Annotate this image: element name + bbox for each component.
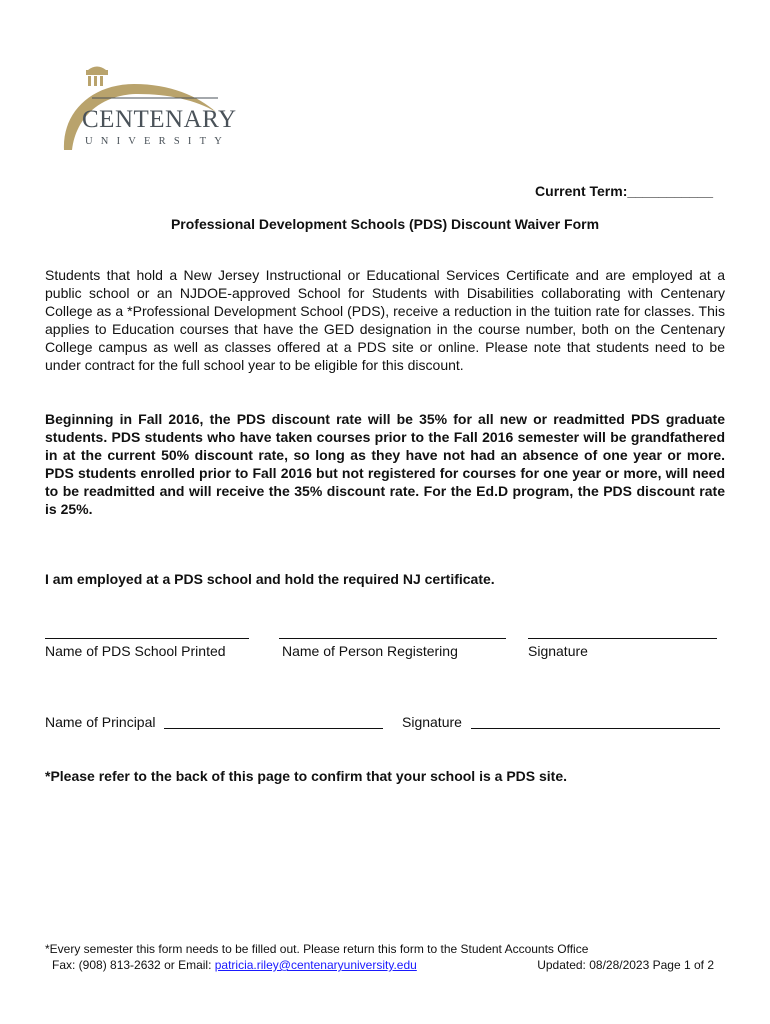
person-name-line[interactable] [279,638,506,639]
school-name-label: Name of PDS School Printed [45,643,226,659]
principal-name-line[interactable] [164,728,383,729]
email-link[interactable]: patricia.riley@centenaryuniversity.edu [214,958,417,972]
person-name-label: Name of Person Registering [282,643,458,659]
school-name-line[interactable] [45,638,249,639]
footer-contact [52,958,417,972]
footer-updated: Updated: 08/28/2023 Page 1 of 2 [537,958,714,972]
signature-label: Signature [528,643,588,659]
signature-line[interactable] [528,638,717,639]
intro-paragraph: Students that hold a New Jersey Instructional or Educational Services Certificate and are employed at a public school or an NJDOE-approved School for Students with Disabilities collaborating with Centenary College as a *Professional Development School (PDS), receive a reduction in the tuition rate for classes. This applies to Education courses that have the GED designation in the course number, both on the Centenary College campus as well as classes offered at a PDS site or online. Please note that students need to be under contract for the full school year to be eligible for this discount. [45,267,725,373]
policy-paragraph: Beginning in Fall 2016, the PDS discount rate will be 35% for all new or readmitted PDS graduate students. PDS students who have taken courses prior to the Fall 2016 semester will be grandfathered in at the current 50% discount rate, so long as they have not had an absence of one year or more. PDS students enrolled prior to Fall 2016 but not registered for courses for one year or more, will need to be readmitted and will receive the 35% discount rate. For the Ed.D program, the PDS discount rate is 25%. [45,411,725,517]
form-title: Professional Development Schools (PDS) Discount Waiver Form [170,216,600,232]
pds-site-note: *Please refer to the back of this page to confirm that your school is a PDS site. [45,768,568,784]
footer-contact-prefix: Fax: (908) 813-2632 or Email: [52,958,215,972]
university-logo [58,66,237,154]
logo-name: CENTENARY [82,106,237,133]
current-term-field[interactable]: Current Term:___________ [535,183,713,199]
principal-signature-line[interactable] [471,728,720,729]
logo-subtitle: UNIVERSITY [85,136,230,147]
footer-instruction: *Every semester this form needs to be filled out. Please return this form to the Student Accounts Office [45,942,589,956]
principal-signature-label: Signature [402,714,462,730]
principal-name-label: Name of Principal [45,714,156,730]
employment-statement: I am employed at a PDS school and hold the required NJ certificate. [45,571,495,587]
